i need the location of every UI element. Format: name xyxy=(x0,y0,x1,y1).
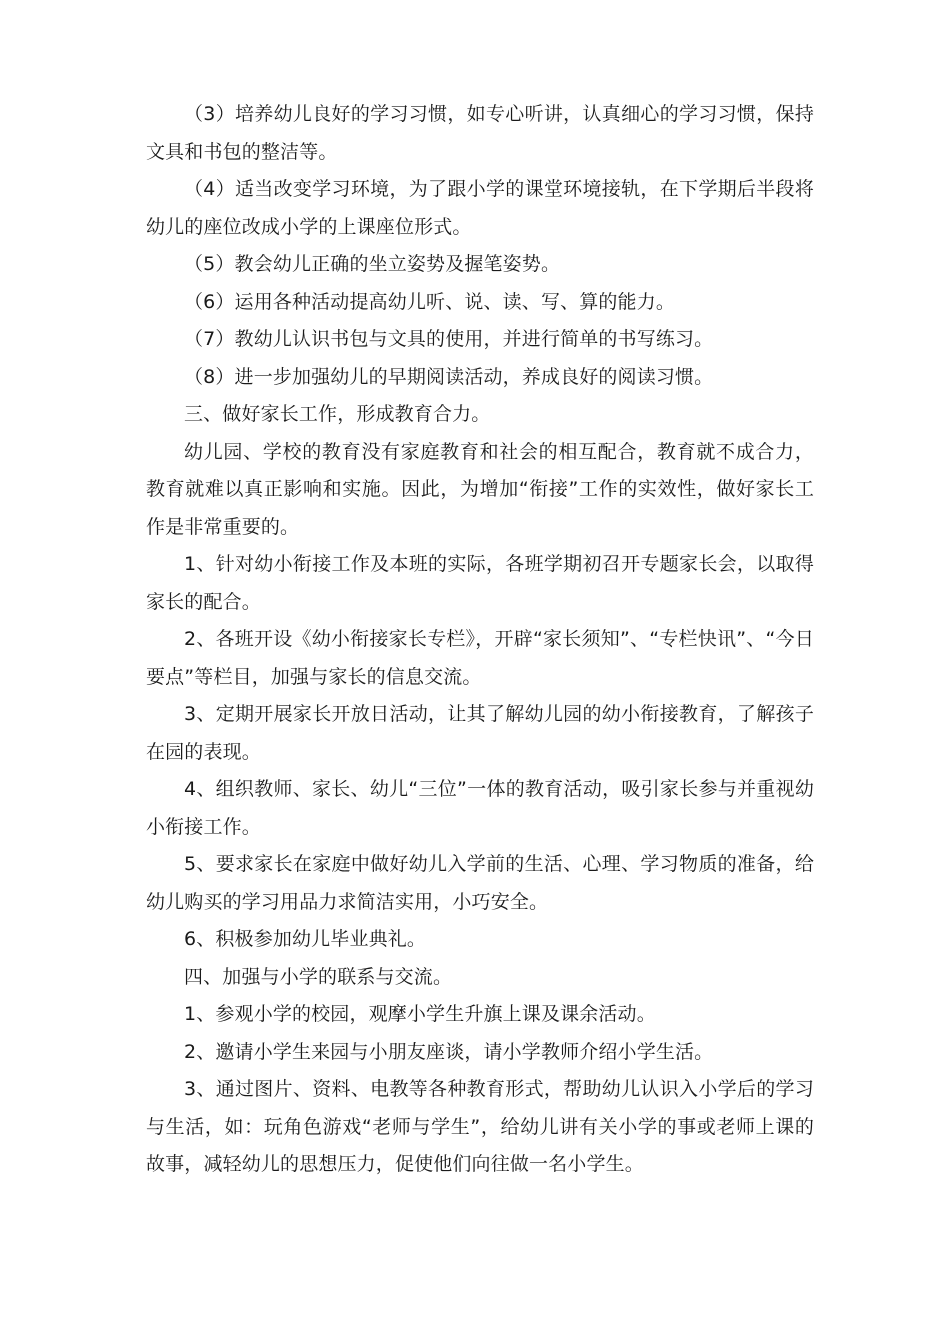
paragraph-item-5: （5）教会幼儿正确的坐立姿势及握笔姿势。 xyxy=(184,253,561,275)
paragraph-item-4: （4）适当改变学习环境，为了跟小学的课堂环境接轨，在下学期后半段将幼儿的座位改成小学的上课座位形式。 xyxy=(146,178,814,238)
paragraph-parents-5: 5、要求家长在家庭中做好幼儿入学前的生活、心理、学习物质的准备，给幼儿购买的学习用品力求简洁实用，小巧安全。 xyxy=(146,853,814,913)
paragraph-parents-4: 4、组织教师、家长、幼儿“三位”一体的教育活动，吸引家长参与并重视幼小衔接工作。 xyxy=(146,778,814,838)
paragraph-parents-6: 6、积极参加幼儿毕业典礼。 xyxy=(184,928,427,950)
section-heading-school: 四、加强与小学的联系与交流。 xyxy=(184,965,453,988)
paragraph-parents-3: 3、定期开展家长开放日活动，让其了解幼儿园的幼小衔接教育，了解孩子在园的表现。 xyxy=(146,703,814,763)
paragraph-parents-intro: 幼儿园、学校的教育没有家庭教育和社会的相互配合，教育就不成合力，教育就难以真正影响和实施。因此，为增加“衔接”工作的实效性，做好家长工作是非常重要的。 xyxy=(146,440,814,538)
document-body xyxy=(146,96,814,1184)
paragraph-school-1: 1、参观小学的校园，观摩小学生升旗上课及课余活动。 xyxy=(184,1003,656,1025)
paragraph-school-3: 3、通过图片、资料、电教等各种教育形式，帮助幼儿认识入小学后的学习与生活，如：玩角色游戏“老师与学生”，给幼儿讲有关小学的事或老师上课的故事，减轻幼儿的思想压力，促使他们向往做一名小学生。 xyxy=(146,1078,814,1175)
paragraph-item-3: （3）培养幼儿良好的学习习惯，如专心听讲，认真细心的学习习惯，保持文具和书包的整洁等。 xyxy=(146,103,814,163)
paragraph-parents-2: 2、各班开设《幼小衔接家长专栏》，开辟“家长须知”、“专栏快讯”、“今日要点”等栏目，加强与家长的信息交流。 xyxy=(146,628,814,688)
paragraph-item-8: （8）进一步加强幼儿的早期阅读活动，养成良好的阅读习惯。 xyxy=(184,365,714,388)
paragraph-item-7: （7）教幼儿认识书包与文具的使用，并进行简单的书写练习。 xyxy=(184,328,714,350)
paragraph-school-2: 2、邀请小学生来园与小朋友座谈，请小学教师介绍小学生活。 xyxy=(184,1040,714,1063)
section-heading-parents: 三、做好家长工作，形成教育合力。 xyxy=(184,403,491,425)
paragraph-parents-1: 1、针对幼小衔接工作及本班的实际，各班学期初召开专题家长会，以取得家长的配合。 xyxy=(146,553,814,613)
paragraph-item-6: （6）运用各种活动提高幼儿听、说、读、写、算的能力。 xyxy=(184,290,675,313)
